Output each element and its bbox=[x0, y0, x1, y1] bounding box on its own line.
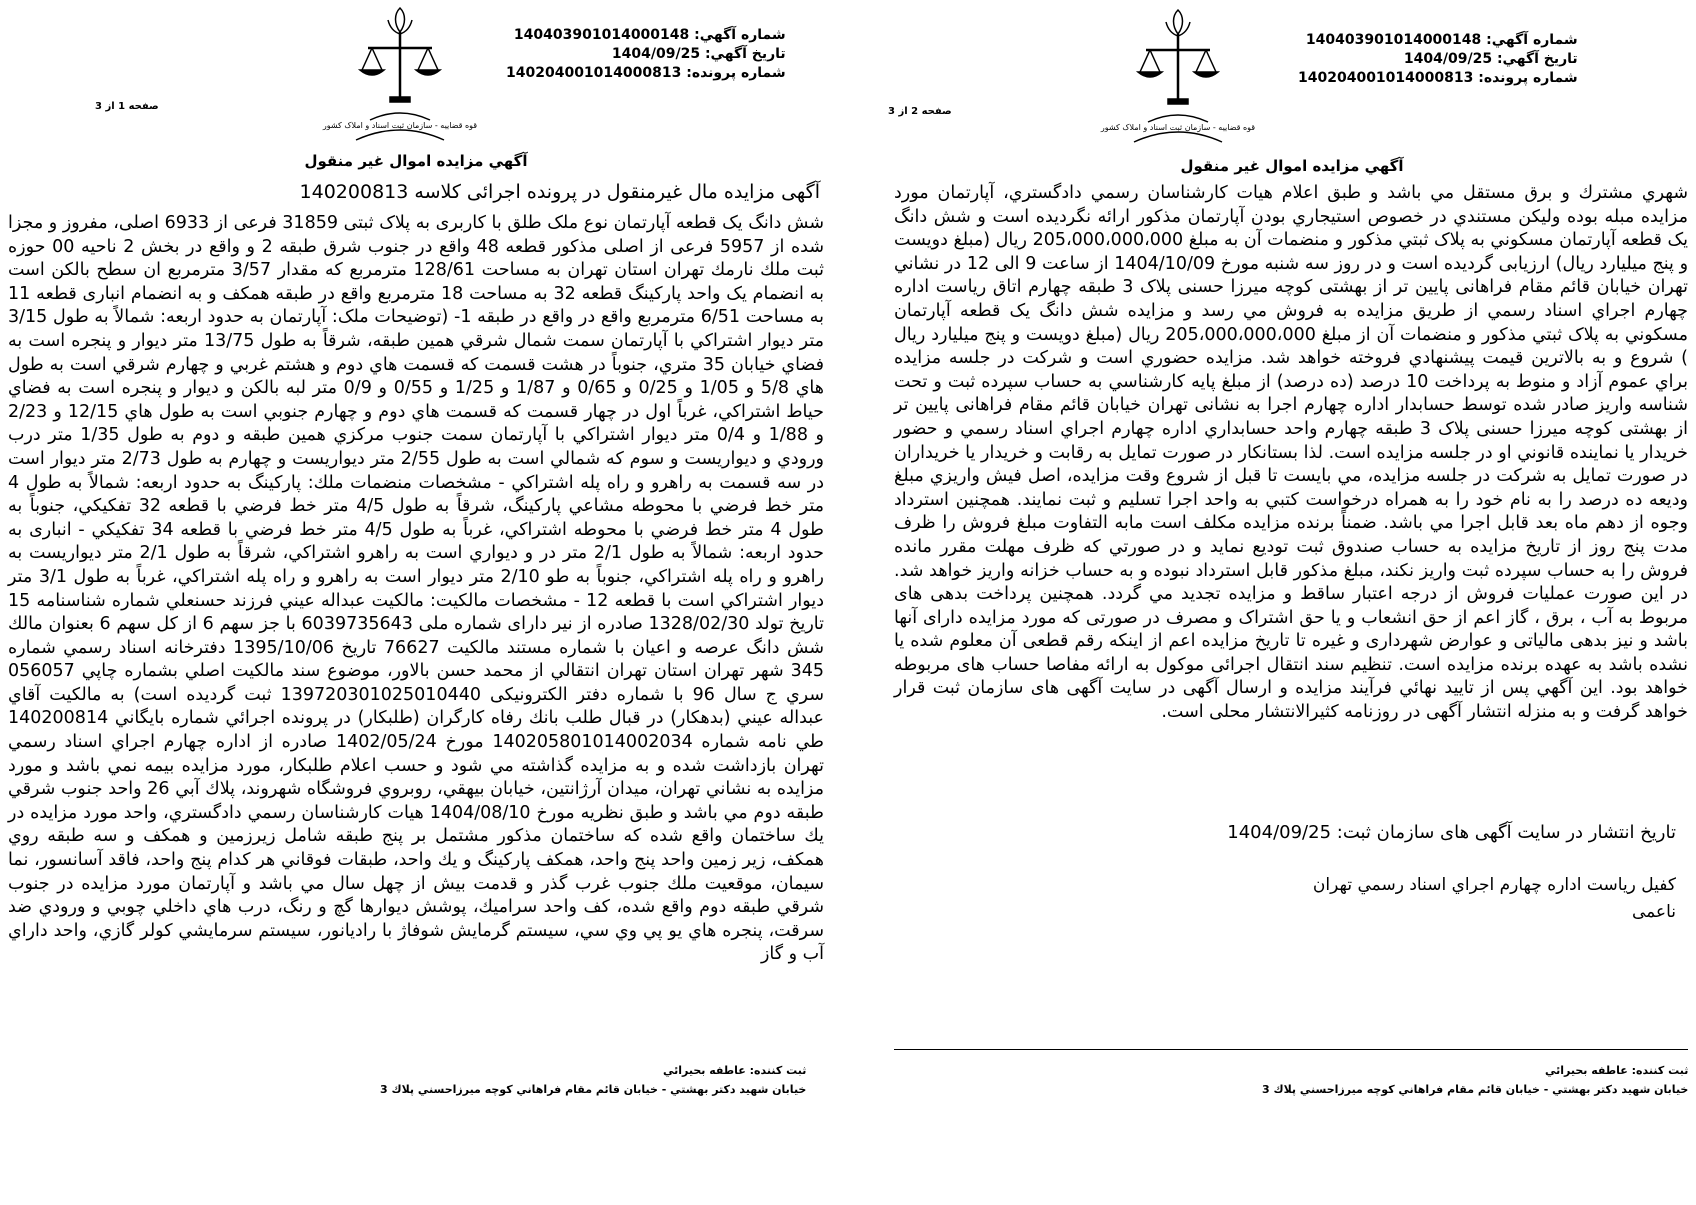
registrar-label: ثبت كننده: bbox=[1631, 1064, 1689, 1077]
registrar-row bbox=[1262, 1061, 1688, 1080]
publish-date: 1404/09/25 bbox=[1227, 822, 1332, 843]
notice-number: 140403901014000148 bbox=[1305, 32, 1482, 48]
notice-date-label: تاريخ آگهي: bbox=[704, 46, 786, 62]
file-number-row bbox=[1298, 69, 1578, 88]
file-number-label: شماره پرونده: bbox=[686, 65, 786, 81]
file-number: 140204001014000813 bbox=[506, 65, 682, 81]
page-2 bbox=[888, 0, 1696, 1205]
footer-divider bbox=[894, 1049, 1688, 1050]
page-1 bbox=[0, 0, 832, 1205]
registrar-footer bbox=[1262, 1061, 1688, 1099]
signature-name: ناعمی bbox=[1631, 902, 1676, 922]
file-number: 140204001014000813 bbox=[1298, 70, 1474, 86]
notice-number-row bbox=[1298, 31, 1578, 50]
page-number: صفحه 2 از 3 bbox=[888, 106, 952, 117]
file-number-row bbox=[506, 64, 786, 83]
publish-date-line bbox=[1227, 822, 1676, 843]
registrar-address: خيابان شهيد دكتر بهشتي - خيابان قائم مقام فراهاني كوچه ميرزاحسني پلاك 3 bbox=[1262, 1083, 1689, 1096]
notice-body: شهري مشترك و برق مستقل مي باشد و طبق اعلام هيات كارشناسان رسمي دادگستري، آپارتمان مورد مزايده مبله بوده وليكن مستندي در خصوص استيجاري بودن آپارتمان مذكور ارائه نگرديده است و شش دانگ يک قطعه آپارتمان مسكوني به پلاک ثبتي مذكور و منضمات آن به مبلغ 205،000،000،000 ريال (مبلغ دويست و پنج ميليارد ريال) ارزيابی گرديده است و در روز سه شنبه مورخ 1404/10/09 از ساعت 9 الی 12 در نشاني تهران خيابان قائم مقام فراهانی پايين تر از بهشتی کوچه ميرزا حسنی پلاک 3 طبقه چهارم اتاق رياست اداره چهارم اجراي اسناد رسمي از طريق مزايده به فروش مي رسد و مزايده شش دانگ يک قطعه آپارتمان مسكوني به پلاک ثبتي مذكور و منضمات آن از مبلغ 205،000،000،000 ريال (مبلغ دويست و پنج ميليارد ريال ) شروع و به بالاترين قيمت پيشنهادي فروخته خواهد شد. مزايده حضوري است و شركت در جلسه مزايده براي عموم آزاد و منوط به پرداخت 10 درصد (ده درصد) از مبلغ پايه كارشناسي به حساب سپرده ثبت و تحت شناسه واريز صادر شده توسط حسابدار اداره چهارم اجرا به نشانی تهران خيابان قائم مقام فراهانی پايين تر از بهشتی کوچه ميرزا حسنی پلاک 3 طبقه چهارم واحد حسابداري اداره چهارم اجراي اسناد رسمي و حضور خريدار يا نماينده قانوني او در جلسه مزايده است. لذا بستانكار در صورت تمايل به رقابت و خريدار يا خريداران در صورت تمايل به شركت در جلسه مزايده، مي بايست تا قبل از شروع وقت مزايده، اصل فيش واريزي مبلغ وديعه ده درصد را به نام خود را به همراه درخواست كتبي به واحد اجرا تسليم و ثبت نمايند. همچنين استرداد وجوه از دهم ماه بعد قابل اجرا مي باشد. ضمناً برنده مزايده مكلف است مابه التفاوت مبلغ فروش را ظرف مدت پنج روز از تاريخ مزايده به حساب صندوق ثبت توديع نمايد و در صورتي كه ظرف مهلت مقرر مانده فروش را به حساب سپرده ثبت واريز نكند، مبلغ مذكور قابل استرداد نبوده و به حساب خزانه واريز خواهد شد. در اين صورت عمليات فروش از درجه اعتبار ساقط و مزايده تجديد مي گردد. همچنين پرداخت بدهی های مربوط به آب ، برق ، گاز اعم از حق انشعاب و يا حق اشتراک و مصرف در صورتی که مورد مزايده دارای آنها باشد و نيز بدهی مالياتی و عوارض شهرداری و غيره تا تاريخ مزايده اعم از اينكه رقم قطعی آن معلوم شده يا نشده باشد به عهده برنده مزايده است. تنظيم سند انتقال اجرائی موکول به ارائه مفاصا حساب های مربوطه خواهد بود. اين آگهي پس از تاييد نهائي فرآيند مزايده و ارسال آگهی در سايت آگهی های سازمان ثبت قرار خواهد گرفت و به منزله انتشار آگهی در روزنامه کثيرالانتشار محلی است. bbox=[894, 183, 1689, 723]
registrar-name: عاطفه بحيرائي bbox=[662, 1064, 746, 1077]
signature-title: کفيل رياست اداره چهارم اجراي اسناد رسمي تهران bbox=[1312, 875, 1676, 895]
notice-number-label: شماره آگهي: bbox=[1486, 32, 1578, 48]
notice-date-label: تاريخ آگهي: bbox=[1496, 51, 1578, 67]
notice-date: 1404/09/25 bbox=[1403, 51, 1493, 67]
notice-body: شش دانگ یک قطعه آپارتمان نوع ملک طلق با کاربری به پلاک ثبتی 31859 فرعی از 6933 اصلی، مفروز و مجزا شده از 5957 فرعی از اصلی مذکور قطعه 48 واقع در جنوب شرق طبقه 2 و واقع در بخش 2 ناحيه 00 حوزه ثبت ملك نارمك تهران استان تهران به مساحت 128/61 مترمربع که مقدار 3/57 مترمربع ان سطح بالکن است به انضمام یک واحد پارکینگ قطعه 32 به مساحت 18 مترمربع واقع در طبقه همکف و به انضمام انباری قطعه 11 به مساحت 6/51 مترمربع واقع در واقع در طبقه 1- (توضیحات ملک: آپارتمان به حدود اربعه: شمالاً به طول 3/15 متر ديوار اشتراكي با آپارتمان سمت شمال شرقي همين طبقه، شرقاً به طول 13/75 متر ديوار و پنجره است به فضاي خيابان 35 متري، جنوباً در هشت قسمت كه قسمت هاي دوم و هشتم غربي و چهارم شرقي است به طول هاي 5/8 و 1/05 و 0/25 و 0/65 و 1/87 و 1/25 و 0/55 و 0/9 متر لبه بالكن و ديوار و پنجره است به فضاي حياط اشتراكي، غرباً اول در چهار قسمت كه قسمت هاي دوم و چهارم جنوبي است به طول هاي 12/15 و 2/23 و 1/88 و 0/4 متر ديوار اشتراكي با آپارتمان سمت جنوب مركزي همين طبقه و دوم به طول 1/35 متر درب ورودي و ديواريست و سوم كه شمالي است به طول 2/55 متر ديواريست و چهارم به طول 2/73 متر ديوار است در سه قسمت به راهرو و راه پله اشتراكي - مشخصات منضمات ملك: پاركينگ به حدود اربعه: شمالاً به طول 4 متر خط فرضي با محوطه مشاعي پاركينگ، شرقاً به طول 4/5 متر خط فرضي با قطعه 32 تفكيكي، جنوباً به طول 4 متر خط فرضي با محوطه اشتراكي، غرباً به طول 4/5 متر خط فرضي با قطعه 34 تفكيكي - انباری به حدود اربعه: شمالاً به طول 2/1 متر در و ديواري است به راهرو اشتراكي، شرقاً به طول 2/1 متر ديواريست به راهرو و راه پله اشتراكي، جنوباً به طو 2/10 متر ديوار است به راهرو و راه پله اشتراكي، غرباً به طول 3/1 متر ديوار اشتراكي است با قطعه 12 - مشخصات مالكيت: مالكيت عبداله عيني فرزند حسنعلي شماره شناسنامه 15 تاريخ تولد 1328/02/30 صادره از نير دارای شماره ملی 6039735643 با جز سهم 6 از كل سهم 6 بعنوان مالك شش دانگ عرصه و اعيان با شماره مستند مالكيت 76627 تاريخ 1395/10/06 دفترخانه اسناد رسمي شماره 345 شهر تهران استان تهران انتقالي از محمد حسن بالاور، موضوع سند مالكيت اصلي بشماره چاپي 056057 سري ج سال 96 با شماره دفتر الکترونیکی 139720301025010440 ثبت گرديده است) به مالكيت آقاي عبداله عيني (بدهكار) در قبال طلب بانك رفاه كارگران (طلبكار) در پرونده اجرائي شماره بايگاني 140200814 طي نامه شماره 140205801014002034 مورخ 1402/05/24 صادره از اداره چهارم اجراي اسناد رسمي تهران بازداشت شده و به مزايده گذاشته مي شود و حسب اعلام طلبكار، مورد مزايده بيمه نمي باشد و مورد مزايده به نشاني تهران، ميدان آرژانتين، خيابان بيهقي، روبروي فروشگاه شهروند، پلاك آبي 26 واحد جنوب شرقي طبقه دوم مي باشد و طبق نظريه مورخ 1404/08/10 هيات كارشناسان رسمي دادگستري، واحد مورد مزايده در يك ساختمان واقع شده كه ساختمان مذكور مشتمل بر پنج طبقه شامل زيرزمين و همكف و سه طبقه روي همكف، زير زمين واحد پنج واحد، همكف پاركينگ و يك واحد، طبقات فوقاني هر كدام پنج واحد، فاقد آسانسور، نما سيمان، موقعيت ملك جنوب غرب گذر و قدمت بيش از چهل سال مي باشد و آپارتمان مورد مزايده در جنوب شرقي طبقه دوم واقع شده، كف واحد سراميك، پوشش ديوارها گچ و رنگ، درب هاي داخلي چوبي و ورودي ضد سرقت، پنجره هاي يو پي وي سي، سيستم گرمايش شوفاژ با راديانور، سيستم سرمايشي كولر گازي، واحد داراي آب و گاز bbox=[8, 213, 825, 965]
svg-text:قوه قضاییه - سازمان ثبت اسناد: قوه قضاییه - سازمان ثبت اسناد و املاک کشور bbox=[322, 121, 478, 130]
page-title: آگهي مزايده اموال غير منقول bbox=[304, 152, 528, 170]
publish-label: تاريخ انتشار در سايت آگهی های سازمان ثبت: bbox=[1336, 822, 1676, 843]
page-number: صفحه 1 از 3 bbox=[95, 101, 159, 112]
notice-meta bbox=[506, 26, 786, 83]
svg-text:قوه قضاییه - سازمان ثبت اسناد: قوه قضاییه - سازمان ثبت اسناد و املاک کشور bbox=[1100, 123, 1256, 132]
judiciary-emblem-icon bbox=[1100, 4, 1256, 149]
notice-date-row bbox=[1298, 50, 1578, 69]
file-number-label: شماره پرونده: bbox=[1478, 70, 1578, 86]
registrar-label: ثبت كننده: bbox=[749, 1064, 807, 1077]
notice-date-row bbox=[506, 45, 786, 64]
notice-number-label: شماره آگهي: bbox=[694, 27, 786, 43]
registrar-row bbox=[380, 1061, 806, 1080]
case-subtitle: آگهی مزایده مال غیرمنقول در پرونده اجرائی کلاسه 140200813 bbox=[299, 181, 820, 203]
registrar-footer bbox=[380, 1061, 806, 1099]
signature-block bbox=[1313, 872, 1676, 926]
notice-number: 140403901014000148 bbox=[513, 27, 690, 43]
notice-number-row bbox=[506, 26, 786, 45]
notice-meta bbox=[1298, 31, 1578, 88]
notice-date: 1404/09/25 bbox=[611, 46, 701, 62]
judiciary-emblem-icon bbox=[322, 2, 478, 147]
registrar-name: عاطفه بحيرائي bbox=[1544, 1064, 1628, 1077]
registrar-address: خيابان شهيد دكتر بهشتي - خيابان قائم مقام فراهاني كوچه ميرزاحسني پلاك 3 bbox=[380, 1083, 807, 1096]
page-title: آگهي مزايده اموال غير منقول bbox=[1180, 157, 1404, 175]
